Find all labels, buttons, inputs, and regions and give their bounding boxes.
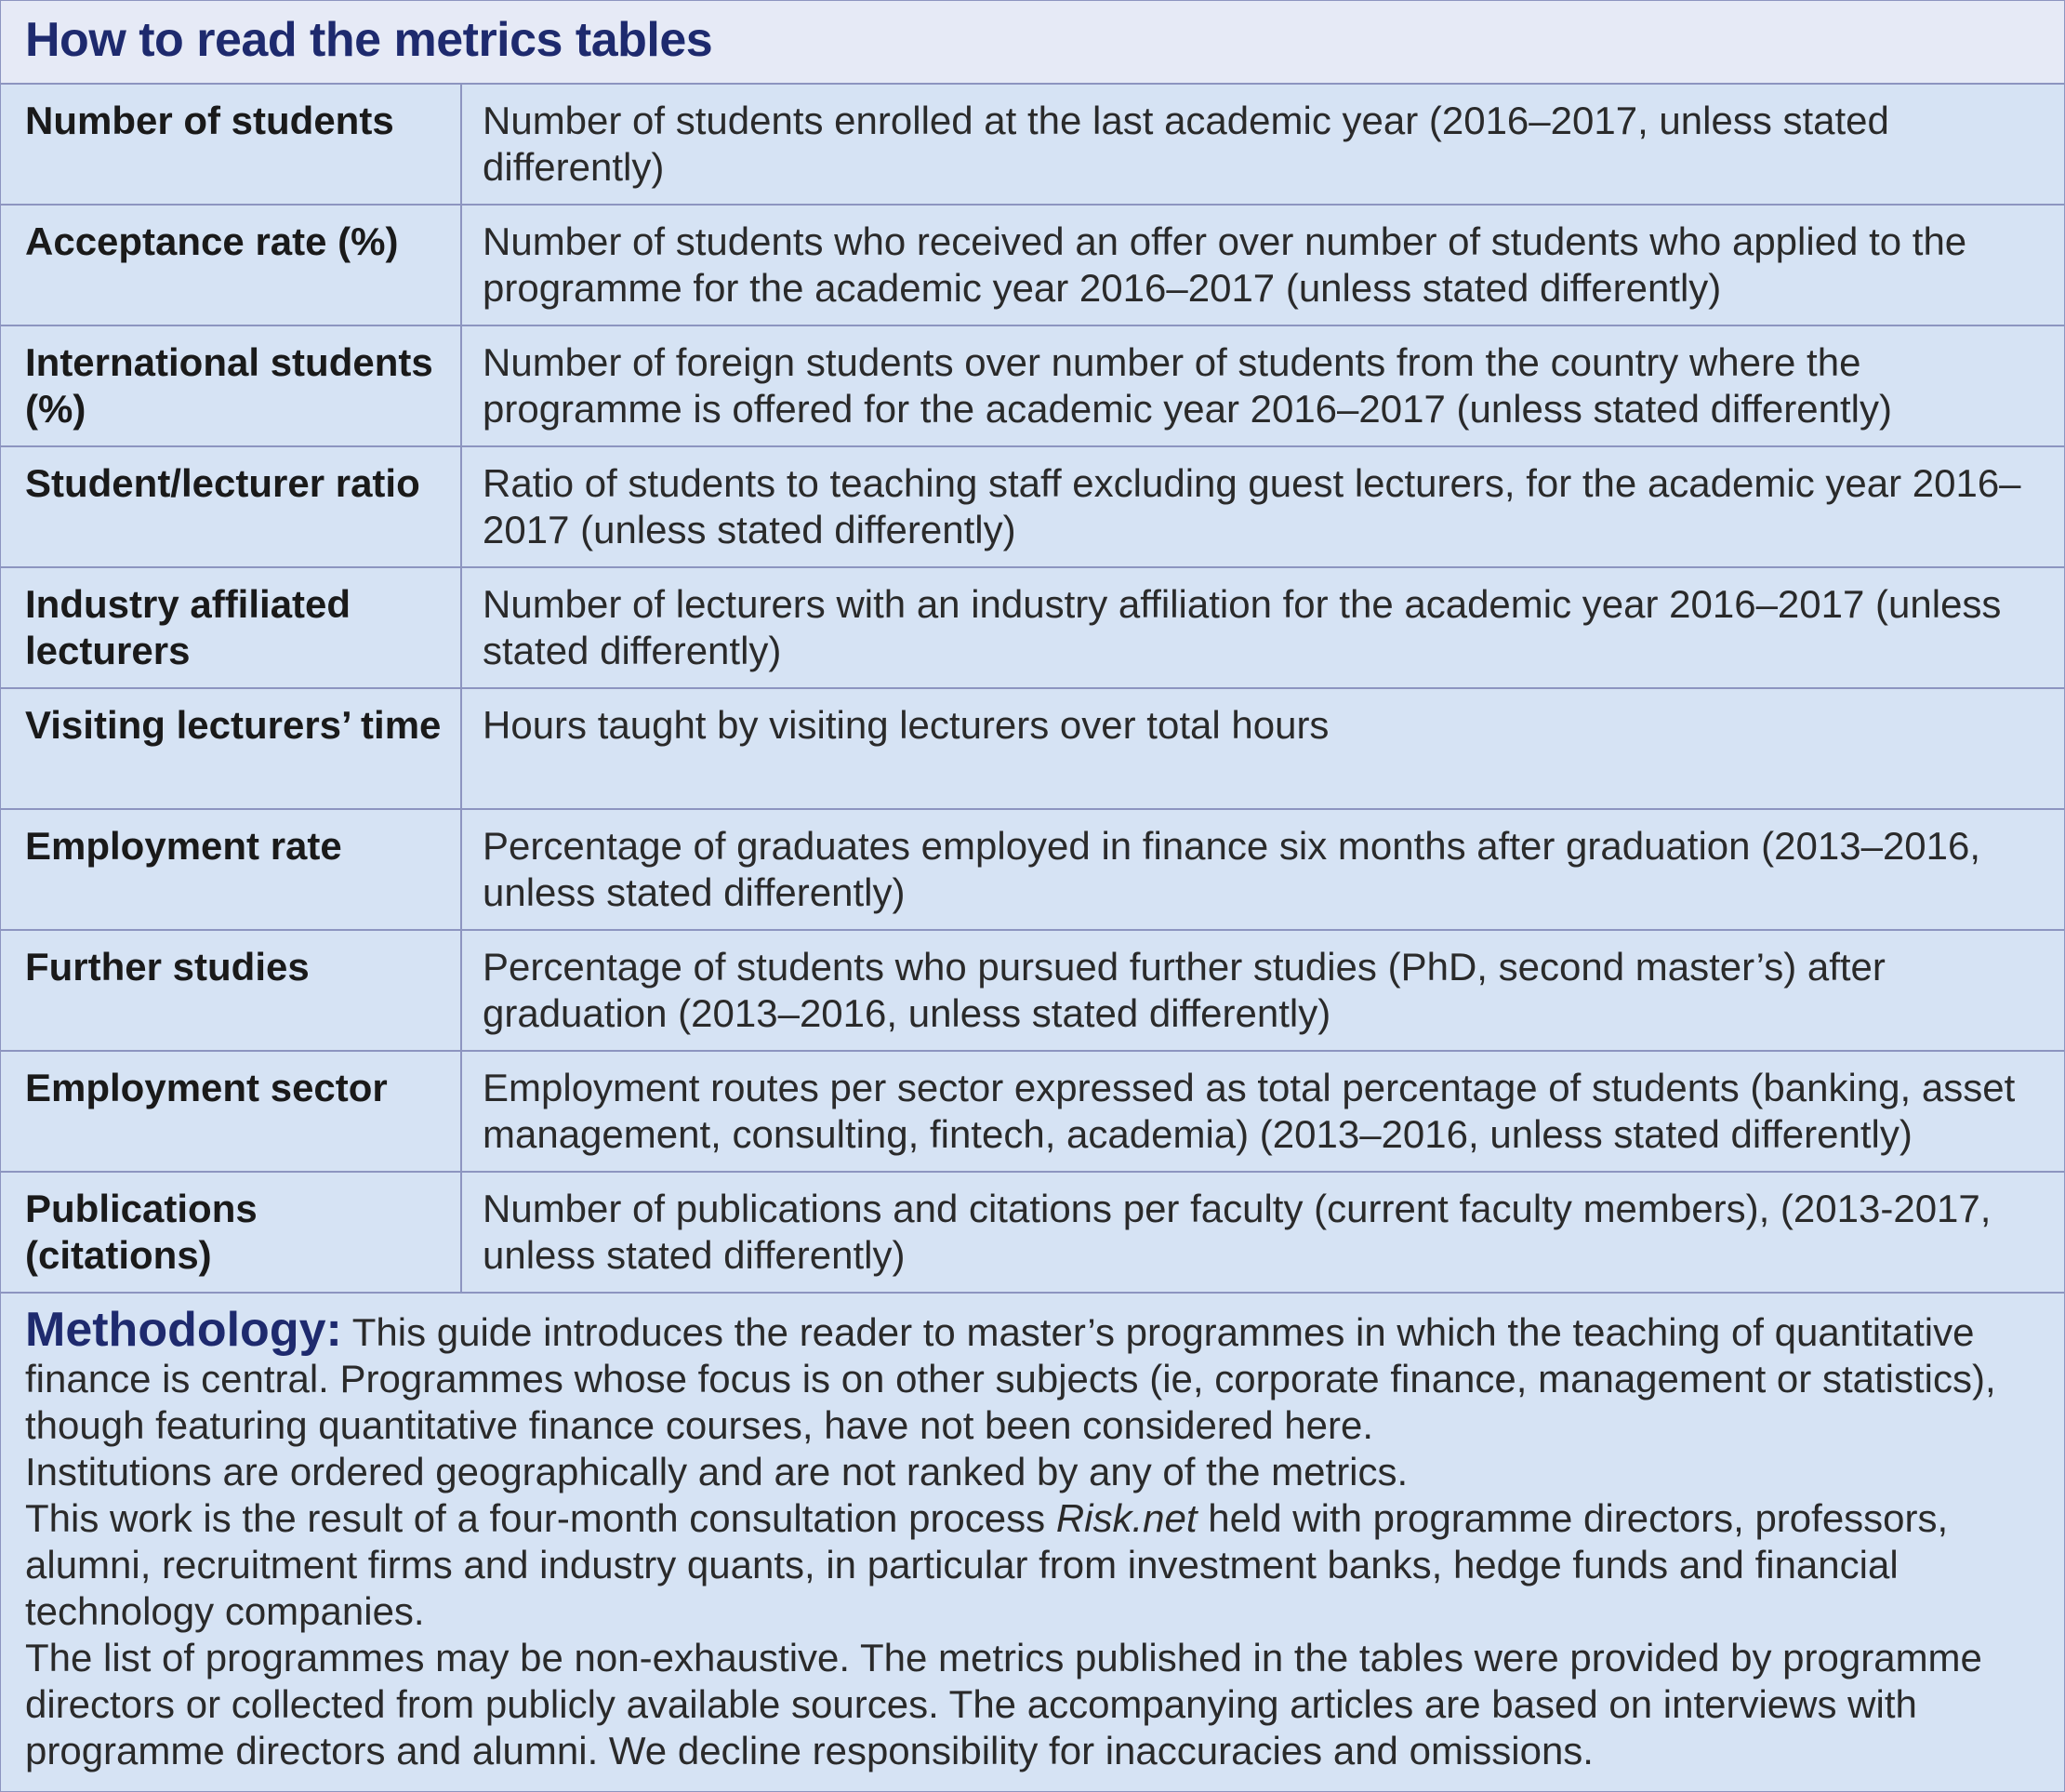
- metric-label: Number of students: [25, 99, 394, 142]
- table-row: [1, 568, 2064, 689]
- metric-label-cell: [1, 568, 462, 687]
- metric-label-cell: [1, 1173, 462, 1292]
- metric-label-cell: [1, 931, 462, 1050]
- methodology-paragraph: Institutions are ordered geographically and are not ranked by any of the metrics.: [25, 1450, 1409, 1493]
- metric-label-cell: [1, 689, 462, 808]
- metric-definition: Number of publications and citations per faculty (current faculty members), (2013-2017, unless stated differently): [483, 1187, 1992, 1277]
- table-row: [1, 447, 2064, 568]
- metric-label: Visiting lecturers’ time: [25, 703, 442, 747]
- table-row: [1, 206, 2064, 326]
- table-row: [1, 931, 2064, 1052]
- metric-definition: Percentage of graduates employed in finance six months after graduation (2013–2016, unless stated differently): [483, 824, 1981, 914]
- metric-label: Acceptance rate (%): [25, 219, 399, 263]
- metric-label-cell: [1, 810, 462, 929]
- metric-label: Employment sector: [25, 1066, 388, 1109]
- methodology-heading: Methodology:: [25, 1303, 342, 1357]
- publication-name: Risk.net: [1055, 1496, 1198, 1540]
- metric-label: Student/lecturer ratio: [25, 461, 420, 505]
- table-row: [1, 810, 2064, 931]
- table-row: [1, 326, 2064, 447]
- methodology-intro: This guide introduces the reader to master’s programmes in which the teaching of quantitative finance is central. Programmes whose focus is on other subjects (ie, corporate finance, management or statistics), though featuring quantitative finance courses, have not been considered here.: [25, 1310, 1996, 1447]
- metric-definition: Number of students who received an offer over number of students who applied to the programme for the academic year 2016–2017 (unless stated differently): [483, 219, 1967, 310]
- table-row: [1, 689, 2064, 810]
- metric-definition: Percentage of students who pursued further studies (PhD, second master’s) after graduation (2013–2016, unless stated differently): [483, 945, 1886, 1035]
- methodology-paragraph: The list of programmes may be non-exhaustive. The metrics published in the tables were provided by programme directors or collected from publicly available sources. The accompanying articles are based on interviews with programme directors and alumni. We decline responsibility for inaccuracies and omissions.: [25, 1636, 1982, 1772]
- methodology-section: [1, 1294, 2064, 1791]
- methodology-intro-paragraph: [25, 1303, 2052, 1449]
- methodology-paragraph: [25, 1495, 2052, 1635]
- methodology-text-part: held with programme directors, professors, alumni, recruitment firms and industry quants, in particular from investment banks, hedge funds and financial technology companies.: [25, 1496, 1949, 1633]
- metric-label-cell: [1, 85, 462, 204]
- title-bar: [1, 1, 2064, 85]
- metric-definition: Number of students enrolled at the last academic year (2016–2017, unless stated differently): [483, 99, 1889, 189]
- page-title: How to read the metrics tables: [25, 13, 713, 67]
- metric-label-cell: [1, 206, 462, 325]
- methodology-text: [25, 1303, 2052, 1774]
- metric-label-cell: [1, 1052, 462, 1171]
- metrics-table: [1, 85, 2064, 1294]
- metric-definition: Hours taught by visiting lecturers over total hours: [483, 703, 1330, 747]
- metric-definition: Number of foreign students over number of students from the country where the programme is offered for the academic year 2016–2017 (unless stated differently): [483, 340, 1892, 431]
- metric-label: Employment rate: [25, 824, 342, 868]
- metric-label-cell: [1, 326, 462, 445]
- metric-label: Further studies: [25, 945, 310, 989]
- metric-label: Publications (citations): [25, 1187, 258, 1277]
- methodology-text-part: This work is the result of a four-month consultation process: [25, 1496, 1056, 1540]
- metric-label: Industry affiliated lecturers: [25, 582, 351, 672]
- metric-label-cell: [1, 447, 462, 566]
- table-row: [1, 85, 2064, 206]
- metric-label: International students (%): [25, 340, 433, 431]
- metric-definition: Employment routes per sector expressed as total percentage of students (banking, asset management, consulting, fintech, academia) (2013–2016, unless stated differently): [483, 1066, 2016, 1156]
- metric-definition: Ratio of students to teaching staff excluding guest lecturers, for the academic year 2016–2017 (unless stated differently): [483, 461, 2021, 551]
- table-row: [1, 1173, 2064, 1294]
- table-row: [1, 1052, 2064, 1173]
- metric-definition: Number of lecturers with an industry affiliation for the academic year 2016–2017 (unless stated differently): [483, 582, 2002, 672]
